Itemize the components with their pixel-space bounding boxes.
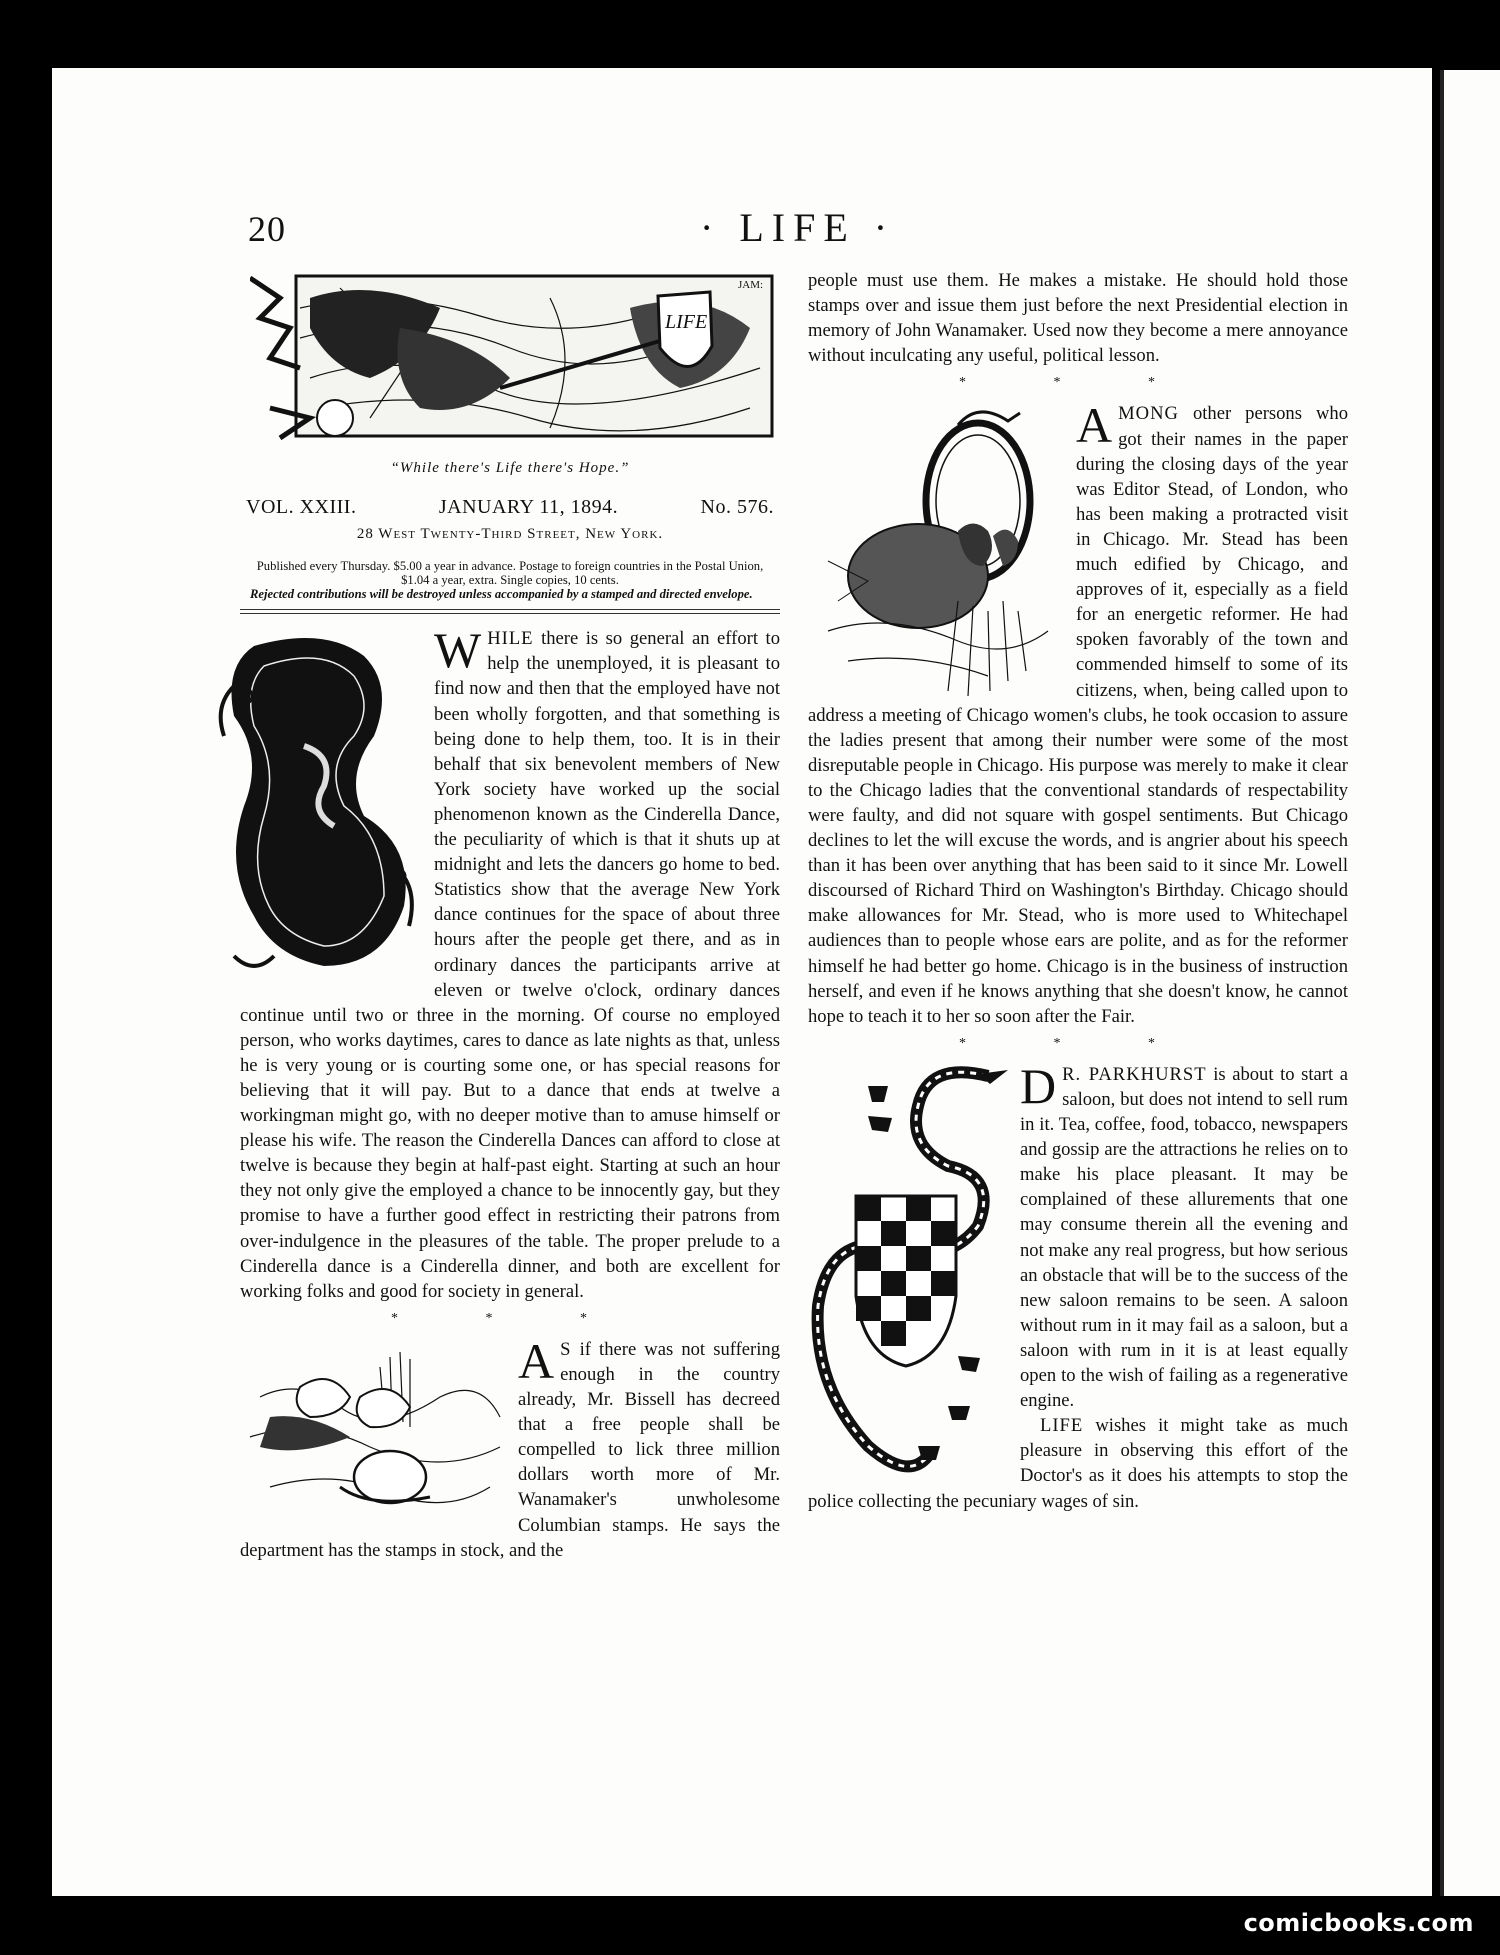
rejected-contributions-notice: Rejected contributions will be destroyed unless accompanied by a stamped and directed envelope. <box>250 587 753 602</box>
banner-signature: JAM: <box>738 279 764 291</box>
rococo-scroll-icon <box>214 626 424 978</box>
article-parkhurst-lead: R. PARKHURST <box>1062 1063 1207 1085</box>
issue-number: No. 576. <box>700 496 774 519</box>
volume-line <box>240 495 780 520</box>
volume-number: VOL. XXIII. <box>246 496 357 519</box>
publication-notice: Published every Thursday. $5.00 a year in advance. Postage to foreign countries in the Postal Union, $1.04 a year, extra. Single copies, 10 cents. <box>256 559 764 588</box>
adjacent-page-edge <box>1440 70 1500 1896</box>
life-small-caps: LIFE <box>1040 1415 1084 1437</box>
dropcap-a-stamps: A <box>518 1332 555 1389</box>
article-stamps-lead: S <box>560 1338 572 1360</box>
article-cinderella-lead: HILE <box>487 628 534 650</box>
issue-date: JANUARY 11, 1894. <box>438 496 619 519</box>
article-parkhurst-closing-text: wishes it might take as much pleasure in observing this effort of the Doctor's as it does his attempts to stop the police collecting the pecuniary wages of sin. <box>808 1415 1348 1512</box>
article-cinderella-text: there is so general an effort to help the unemployed, it is pleasant to find now and then that the employed have not been wholly forgotten, and that something is being done to help them, too. It is in their behalf that six benevolent members of New York society have worked up the social phenomenon known as the Cinderella Dance, the peculiarity of which is that it shuts up at midnight and lets the dancers go home to bed. Statistics show that the average New York dance continues for the space of about three hours after the people get there, and as in ordinary dances the participants arrive at eleven or twelve o'clock, ordinary dances continue until two or three in the morning. Of course no employed person, who works daytimes, cares to dance as late nights as that, unless he is very young or is courting some one, or has special reasons for believing that it will pay. But to a dance that ends at twelve a workingman might go, with no deeper motive than to amuse himself or please his wife. The reason the Cinderella Dances can afford to close at twelve is because they begin at half-past eight. Starting at such an hour they not only give the employed a chance to be innocently gay, but they promise to have a further good effect in restricting their patrons from over-indulgence in the pleasures of the table. The proper prelude to a Cinderella dance is a Cinderella dinner, and both are excellent for working folks and good for society in general. <box>240 628 780 1302</box>
article-stamps-text: if there was not suffering enough in the country already, Mr. Bissell has decreed that a free people shall be compelled to lick three million dollars worth more of Mr. Wanamaker's unwholesome Columbian stamps. He says the department has the stamps in stock, and the <box>240 1338 780 1561</box>
right-column <box>808 268 1348 1514</box>
serpent-and-shield-icon <box>808 1066 1012 1486</box>
masthead-motto: “While there's Life there's Hope.” <box>390 460 630 476</box>
ornamental-initial-illustration <box>214 626 424 978</box>
dropcap-a-stead: A <box>1076 397 1113 454</box>
section-separator: * * * <box>391 1310 629 1326</box>
left-column <box>240 268 780 1563</box>
serpent-shield-illustration <box>808 1066 1012 1486</box>
banner-shield-text: LIFE <box>665 311 708 333</box>
header-banner-illustration <box>250 268 780 446</box>
masthead-title: · LIFE · <box>700 205 896 250</box>
geese-and-egg-icon <box>240 1337 510 1515</box>
double-rule-bottom <box>240 613 780 614</box>
section-separator: * * * <box>959 375 1197 391</box>
double-rule-top <box>240 609 780 610</box>
banner-engraving-icon <box>250 268 780 446</box>
goose-egg-illustration <box>240 1337 510 1515</box>
dropcap-d: D <box>1020 1057 1057 1114</box>
mirror-illustration <box>808 401 1068 701</box>
publisher-address: 28 West Twenty-Third Street, New York. <box>356 526 664 543</box>
section-separator: * * * <box>959 1035 1197 1051</box>
dropcap-w: W <box>434 622 482 679</box>
article-stead-lead: MONG <box>1118 403 1179 425</box>
site-watermark: comicbooks.com <box>1243 1909 1474 1937</box>
article-parkhurst-text: is about to start a saloon, but does not intend to sell rum in it. Tea, coffee, food, tobacco, newspapers and gossip are the attractions he relies on to make his place pleasant. It may be complained of these allurements that one may consume therein all the evening and not make any real progress, but how serious an obstacle that will be to the success of the new saloon remains to be seen. A saloon without rum in it may fail as a saloon, but a saloon with rum in it is at least equally open to the wish of failing as a regenerative engine. <box>1020 1063 1349 1412</box>
page-number: 20 <box>248 209 286 249</box>
article-stead-text: other persons who got their names in the paper during the closing days of the year was Editor Stead, of London, who has been making a protracted visit in Chicago. Mr. Stead has been much edified by Chicago, and approves of it, especially as a field for an energetic reformer. He had spoken favorably of the town and commended himself to some of its citizens, when, being called upon to address a meeting of Chicago women's clubs, he took occasion to assure the ladies present that among their number were some of the most disreputable people in Chicago. His purpose was merely to make it clear to the Chicago ladies that the conventional standards of respectability were faulty, and did not square with gospel sentiments. But Chicago declines to let the will excuse the words, and is angrier about his speech than it has been over anything that has been said to it since Mr. Lowell discoursed of Richard Third on Washington's Birthday. Chicago should make allowances for Mr. Stead, who is more used to Whitechapel audiences than to people whose ears are polite, and as for the reformer himself he had better go home. Chicago is in the business of instruction herself, and even if he knows anything that she doesn't know, he cannot hope to teach it to her so soon after the Fair. <box>808 403 1348 1027</box>
mirror-and-animals-icon <box>808 401 1068 701</box>
article-stamps-continued: people must use them. He makes a mistake. He should hold those stamps over and issue them just before the next Presidential election in memory of John Wanamaker. Used now they become a mere annoyance without inculcating any useful, political lesson. <box>808 270 1348 367</box>
